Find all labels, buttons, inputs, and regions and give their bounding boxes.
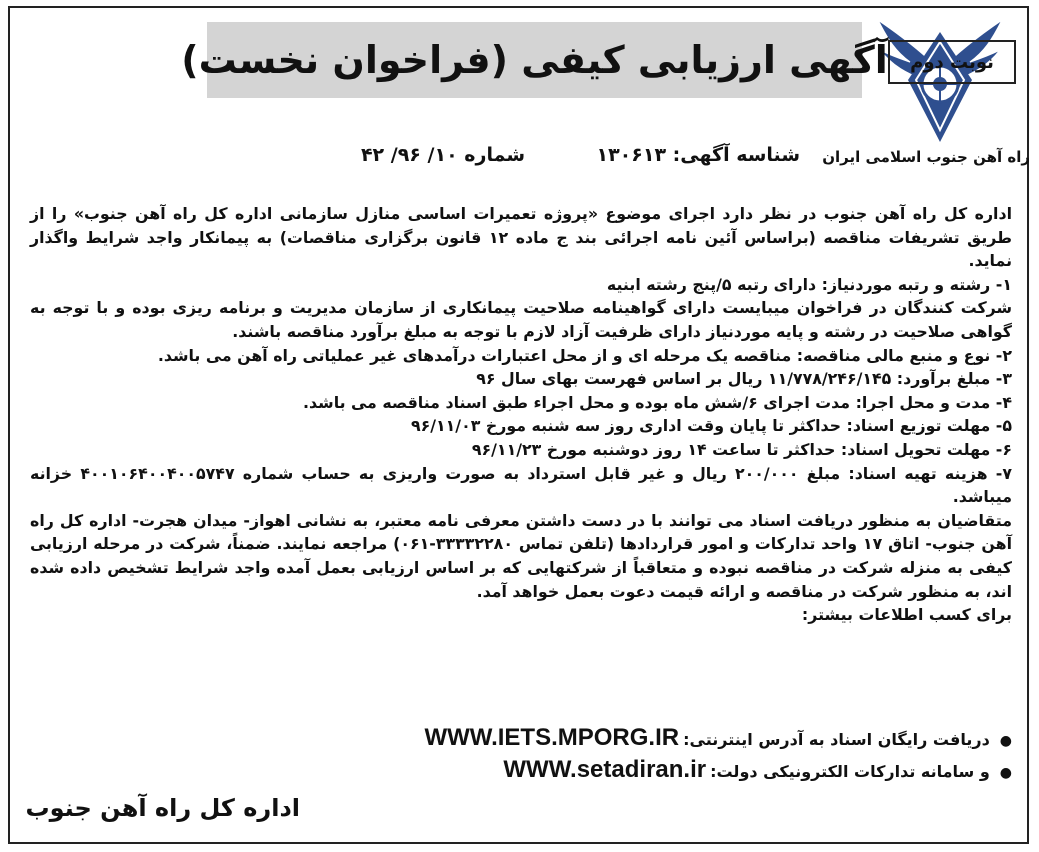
- signature: اداره کل راه آهن جنوب: [25, 794, 300, 822]
- link-label: و سامانه تدارکات الکترونیکی دولت:: [710, 762, 990, 781]
- item-2: ۲- نوع و منبع مالی مناقصه: مناقصه یک مرحله ای و از محل اعتبارات درآمدهای غیر عملیاتی راه آهن می باشد.: [157, 345, 1012, 365]
- item-6: ۶- مهلت تحویل اسناد: حداکثر تا ساعت ۱۴ روز دوشنبه مورخ ۹۶/۱۱/۲۳: [471, 439, 1012, 459]
- more-info-label: برای کسب اطلاعات بیشتر:: [801, 605, 1012, 625]
- closing-paragraph: متقاضیان به منظور دریافت اسناد می توانند با در دست داشتن معرفی نامه معتبر، به نشانی اهواز- میدان هجرت- اداره کل راه آهن جنوب- اتاق ۱۷ واحد تدارکات و امور قراردادها (تلفن تماس ۳۳۳۳۲۲۸۰-۰۶۱) مراجعه نمایند. ضمناً، شرکت در مرحله ارزیابی کیفی به منزله شرکت در مناقصه نبوده و متعاقباً از شرکتهایی که بر اساس ارزیابی بعمل آمده واجد شرایط تشخیص داده شده اند، به منظور شرکت در مناقصه و ارائه قیمت دعوت بعمل خواهد آمد.: [30, 510, 1012, 601]
- page-title: آگهی ارزیابی کیفی (فراخوان نخست): [181, 38, 888, 82]
- notice-body: [30, 202, 1012, 627]
- item-7: ۷- هزینه تهیه اسناد: مبلغ ۲۰۰/۰۰۰ ریال و غیر قابل استرداد به صورت واریزی به حساب شماره ۴۰۰۱۰۶۴۰۰۴۰۰۵۷۴۷ خزانه میباشد.: [30, 463, 1013, 507]
- list-item: [30, 756, 1012, 788]
- title-banner: [181, 22, 888, 98]
- item-4: ۴- مدت و محل اجرا: مدت اجرای ۶/شش ماه بوده و محل اجراء طبق اسناد مناقصه می باشد.: [303, 392, 1012, 412]
- item-3: ۳- مبلغ برآورد: ۱۱/۷۷۸/۲۴۶/۱۴۵ ریال بر اساس فهرست بهای سال ۹۶: [476, 369, 1012, 389]
- item-1: ۱- رشته و رتبه موردنیاز: دارای رتبه ۵/پنج رشته ابنیه: [606, 274, 1012, 294]
- intro-paragraph: اداره کل راه آهن جنوب در نظر دارد اجرای موضوع «پروژه تعمیرات اساسی منازل سازمانی اداره کل راه آهن جنوب» را از طریق تشریفات مناقصه (براساس آئین نامه اجرائی بند ج ماده ۱۲ قانون برگزاری مناقصات) به پیمانکار واجد شرایط واگذار نماید.: [30, 204, 1013, 271]
- round-label: نوبت دوم: [888, 40, 1016, 84]
- notice-id: شناسه آگهی: ۱۳۰۶۱۳: [596, 144, 800, 166]
- links-list: [30, 724, 1012, 788]
- item-5: ۵- مهلت توزیع اسناد: حداکثر تا پایان وقت اداری روز سه شنبه مورخ ۹۶/۱۱/۰۳: [410, 416, 1012, 436]
- setadiran-link[interactable]: WWW.setadiran.ir: [503, 756, 707, 783]
- item-1-note: شرکت کنندگان در فراخوان میبایست دارای گواهینامه صلاحیت پیمانکاری از سازمان مدیریت و برنامه ریزی بوده و با توجه به گواهی صلاحیت در رشته و پایه موردنیاز دارای ظرفیت آزاد لازم با توجه به مبلغ برآورد مناقصه باشند.: [30, 298, 1012, 341]
- list-item: [30, 724, 1012, 756]
- org-name: راه آهن جنوب اسلامی ایران: [822, 148, 1030, 166]
- bullet-icon: ●: [999, 765, 1012, 781]
- link-label: دریافت رایگان اسناد به آدرس اینترنتی:: [683, 730, 990, 749]
- bullet-icon: ●: [999, 733, 1012, 749]
- notice-number: شماره ۱۰/ ۹۶/ ۴۲: [360, 144, 525, 166]
- iets-link[interactable]: WWW.IETS.MPORG.IR: [424, 724, 680, 751]
